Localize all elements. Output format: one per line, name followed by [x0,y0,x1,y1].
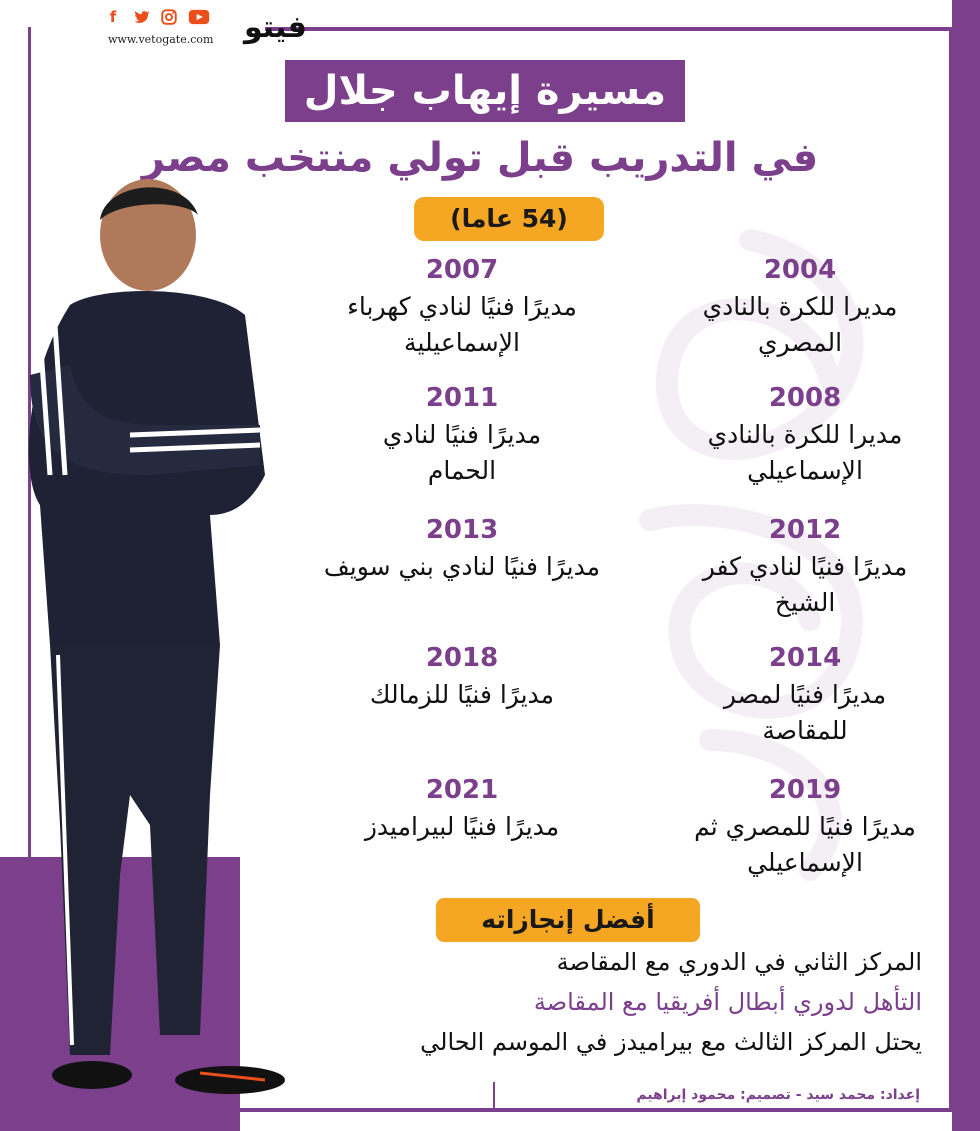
timeline-entry-2019 [655,775,955,881]
timeline-entry-2011 [312,383,612,489]
timeline-year: 2004 [763,255,837,285]
frame-top-line [265,27,952,31]
timeline-year: 2018 [425,643,499,673]
frame-bottom-line [240,1108,952,1112]
facebook-icon[interactable]: f [109,8,117,26]
timeline-entry-2018 [312,643,612,713]
timeline-entry-2021 [312,775,612,845]
instagram-icon[interactable] [160,8,178,26]
logo: فيتو [244,10,307,45]
achievements-title: أفضل إنجازاته [436,898,700,942]
timeline-year: 2019 [768,775,842,805]
timeline-entry-2014 [655,643,955,749]
timeline-text: مديرًا فنيًا لبيراميدز [364,812,560,841]
timeline-entry-2008 [655,383,955,489]
page-subtitle: في التدريب قبل تولي منتخب مصر [141,135,819,181]
timeline-year: 2013 [425,515,499,545]
timeline-year: 2014 [768,643,842,673]
twitter-icon[interactable] [132,8,150,26]
achievement-item: يحتل المركز الثالث مع بيراميدز في الموسم الحالي [420,1028,922,1056]
age-badge: (54 عاما) [414,197,604,241]
timeline-text: مديرًا فنيًا لنادي كفر الشيخ [702,552,908,617]
timeline-year: 2007 [425,255,499,285]
timeline-text: مديرًا فنيًا للزمالك [369,680,555,709]
timeline-text: مديرًا فنيًا لنادي بني سويف [323,552,601,581]
timeline-text: مديرًا فنيًا للمصري ثم الإسماعيلي [694,812,916,877]
credits-divider [493,1082,495,1108]
timeline-entry-2007 [312,255,612,361]
timeline-text: مديرا للكرة بالنادي الإسماعيلي [707,420,903,485]
coach-photo [10,175,300,1105]
timeline-text: مديرًا فنيًا لمصر للمقاصة [723,680,887,745]
timeline-year: 2011 [425,383,499,413]
website-url[interactable]: www.vetogate.com [108,33,214,46]
youtube-icon[interactable] [188,8,206,26]
achievement-item: المركز الثاني في الدوري مع المقاصة [556,948,922,976]
timeline-text: مديرًا فنيًا لنادي كهرباء الإسماعيلية [347,292,577,357]
credits: إعداد: محمد سيد - تصميم: محمود إبراهيم [636,1087,920,1103]
timeline-entry-2004 [650,255,950,361]
timeline-year: 2008 [768,383,842,413]
timeline-entry-2013 [312,515,612,585]
page-title: مسيرة إيهاب جلال [285,60,685,122]
achievement-item: التأهل لدوري أبطال أفريقيا مع المقاصة [533,988,922,1016]
timeline-entry-2012 [655,515,955,621]
timeline-year: 2021 [425,775,499,805]
timeline-year: 2012 [768,515,842,545]
timeline-text: مديرًا فنيًا لنادي الحمام [382,420,542,485]
timeline-text: مديرا للكرة بالنادي المصري [702,292,898,357]
social-bar [104,8,206,26]
frame-right-bar [952,0,980,1131]
